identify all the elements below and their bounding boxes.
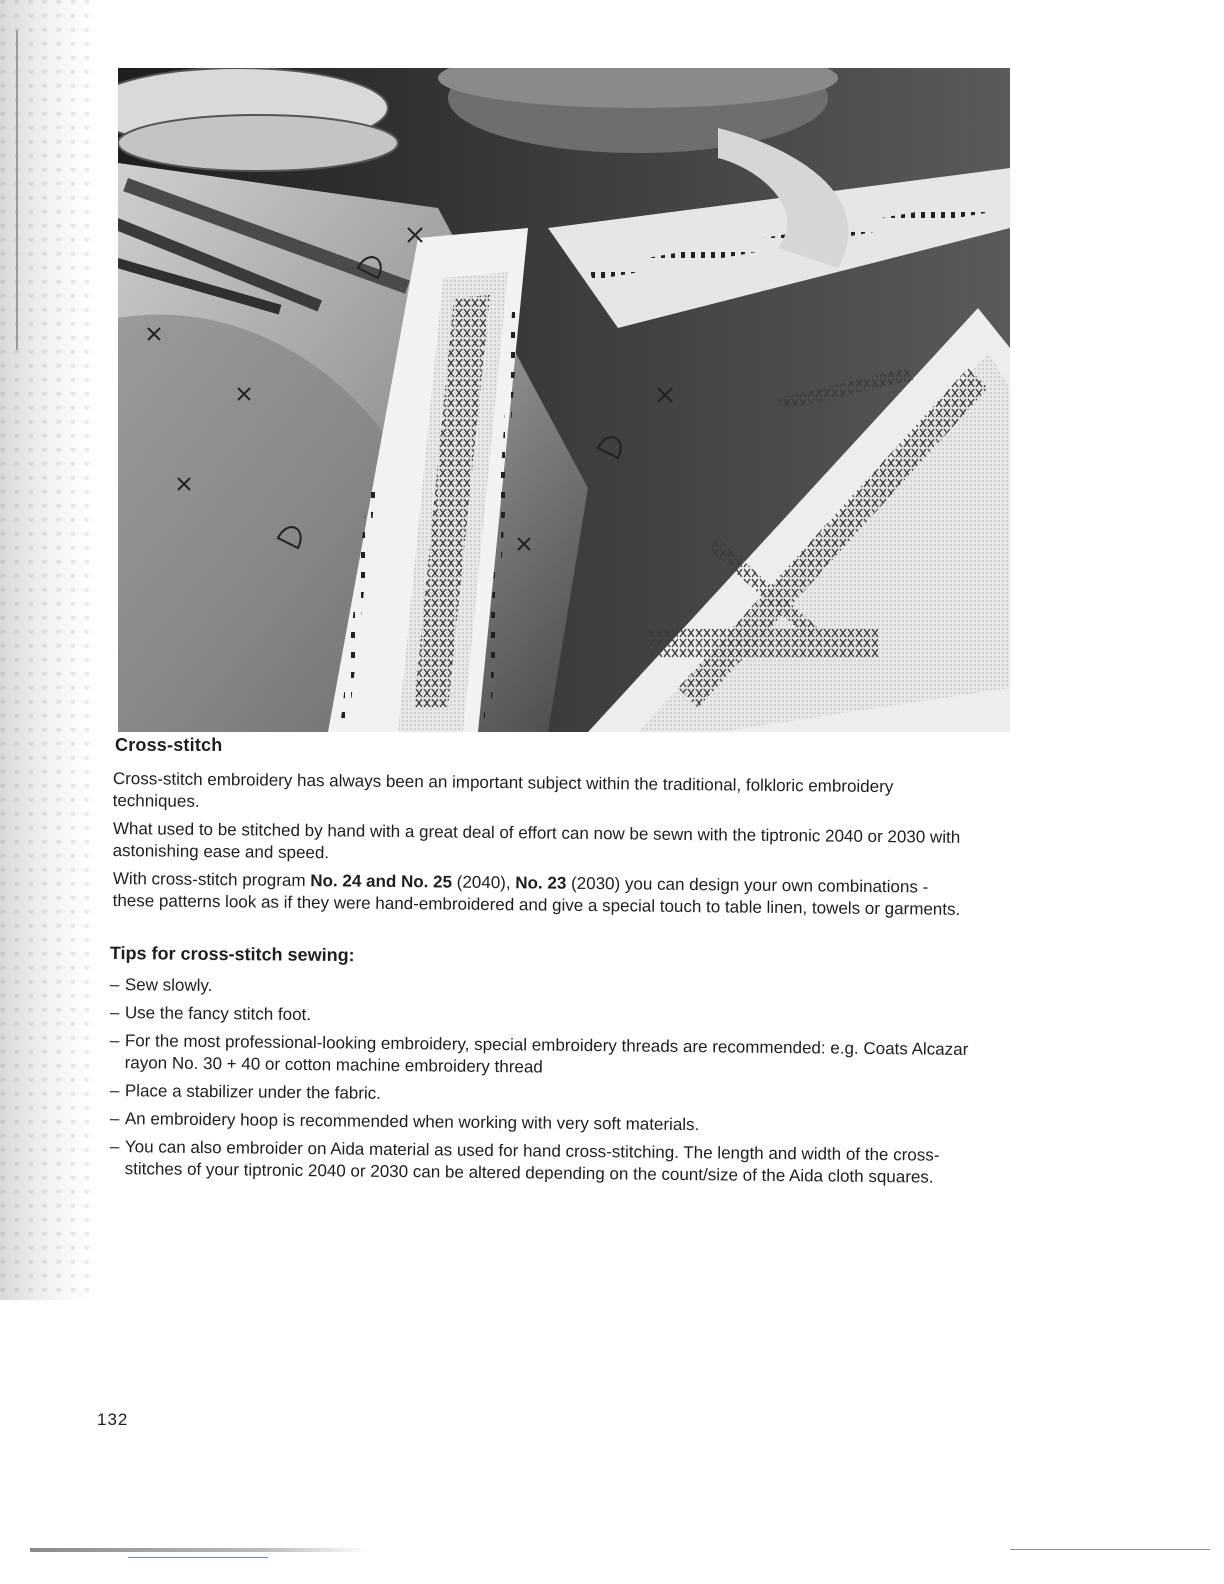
intro-paragraph: What used to be stitched by hand with a great deal of effort can now be sewn with the tiptronic 2040 or 2030 with astonishing ease and speed. (112, 818, 961, 863)
tip-item: – Sew slowly. (110, 974, 970, 1005)
page-number: 132 (97, 1410, 129, 1429)
section-title: Cross-stitch (115, 735, 223, 755)
scan-binding-line (16, 30, 18, 350)
program-number-2030: No. 23 (515, 873, 567, 893)
scan-binding-shadow (0, 0, 90, 1300)
tip-item: – You can also embroider on Aida material as used for hand cross-stitching. The length and width of the cross-stitches of your tiptronic 2040 or 2030 can be altered depending on the count/size of the Aida cloth squares. (110, 1136, 970, 1189)
page-content (110, 734, 970, 1186)
scan-edge-line (1010, 1549, 1210, 1550)
program-lead-text: With cross-stitch program (112, 868, 311, 891)
tip-item: – For the most professional-looking embroidery, special embroidery threads are recommended: e.g. Coats Alcazar rayon No. 30 + 40 or cotton machine embroidery thread (110, 1030, 970, 1083)
cross-stitch-photo (118, 68, 1010, 732)
program-rest-text: you can design your own combinations - these patterns look as if they were hand-embroidered and give a special touch to table linen, towels or garments. (112, 874, 961, 919)
program-number-2040: No. 24 and No. 25 (310, 871, 453, 892)
model-2040-text: (2040), (451, 872, 516, 893)
scan-edge-line (128, 1557, 268, 1558)
tip-item: – An embroidery hoop is recommended when working with very soft materials. (110, 1108, 970, 1139)
tips-list (110, 974, 970, 1187)
tip-item: – Use the fancy stitch foot. (110, 1002, 970, 1033)
tip-item: – Place a stabilizer under the fabric. (110, 1080, 970, 1111)
scan-edge-line (30, 1548, 370, 1552)
program-paragraph (113, 868, 970, 921)
intro-paragraph: Cross-stitch embroidery has always been an important subject within the traditional, folkloric embroidery techniques. (112, 768, 894, 811)
model-2030-text: (2030) (566, 873, 621, 894)
tips-heading: Tips for cross-stitch sewing: (109, 943, 355, 966)
